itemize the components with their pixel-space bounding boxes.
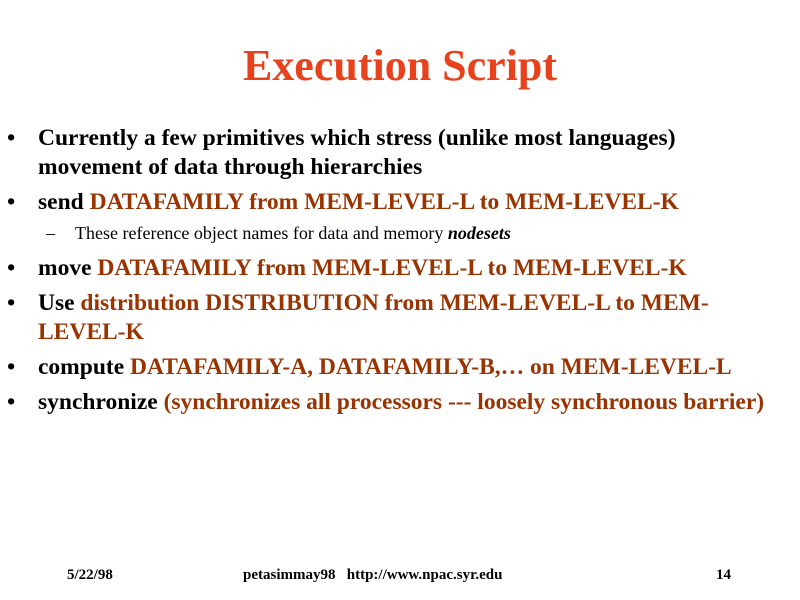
bullet-item: [0, 388, 778, 417]
bullet-item: [0, 289, 778, 347]
sub-bullet-item: [0, 222, 775, 244]
bullet-glyph: •: [7, 290, 16, 316]
footer-source: petasimmay98 http://www.npac.syr.edu: [243, 567, 503, 583]
bullet-detail: (synchronizes all processors --- loosely synchronous barrier): [157, 389, 765, 415]
bullet-glyph: •: [7, 389, 16, 415]
bullet-list: [0, 124, 800, 423]
bullet-keyword: send: [38, 189, 84, 215]
sub-bullet-italic: nodesets: [447, 223, 511, 243]
bullet-glyph: •: [7, 125, 16, 151]
bullet-detail: DATAFAMILY from MEM-LEVEL-L to MEM-LEVEL-K: [91, 255, 687, 281]
sub-bullet-text: These reference object names for data and memory: [75, 223, 448, 243]
bullet-keyword: move: [38, 255, 92, 281]
bullet-item: [0, 353, 778, 382]
footer-page-number: 14: [716, 567, 731, 583]
bullet-glyph: •: [7, 255, 16, 281]
bullet-item: [0, 124, 778, 182]
bullet-keyword: compute: [38, 354, 125, 380]
bullet-text: Currently a few primitives which stress (unlike most languages) movement of data through hierarchies: [38, 125, 676, 180]
bullet-item: [0, 254, 778, 283]
footer-date: 5/22/98: [67, 567, 113, 583]
bullet-detail: DATAFAMILY-A, DATAFAMILY-B,… on MEM-LEVEL-L: [124, 354, 732, 380]
bullet-item: [0, 188, 778, 217]
bullet-keyword: Use: [38, 290, 75, 316]
bullet-keyword: synchronize: [38, 389, 158, 415]
slide-title: Execution Script: [242, 41, 558, 90]
bullet-detail: distribution DISTRIBUTION from MEM-LEVEL-L to MEM-LEVEL-K: [38, 290, 709, 345]
bullet-detail: DATAFAMILY from MEM-LEVEL-L to MEM-LEVEL-K: [83, 189, 679, 215]
bullet-glyph: •: [7, 354, 16, 380]
sub-bullet-glyph: –: [46, 223, 55, 243]
bullet-glyph: •: [7, 189, 16, 215]
